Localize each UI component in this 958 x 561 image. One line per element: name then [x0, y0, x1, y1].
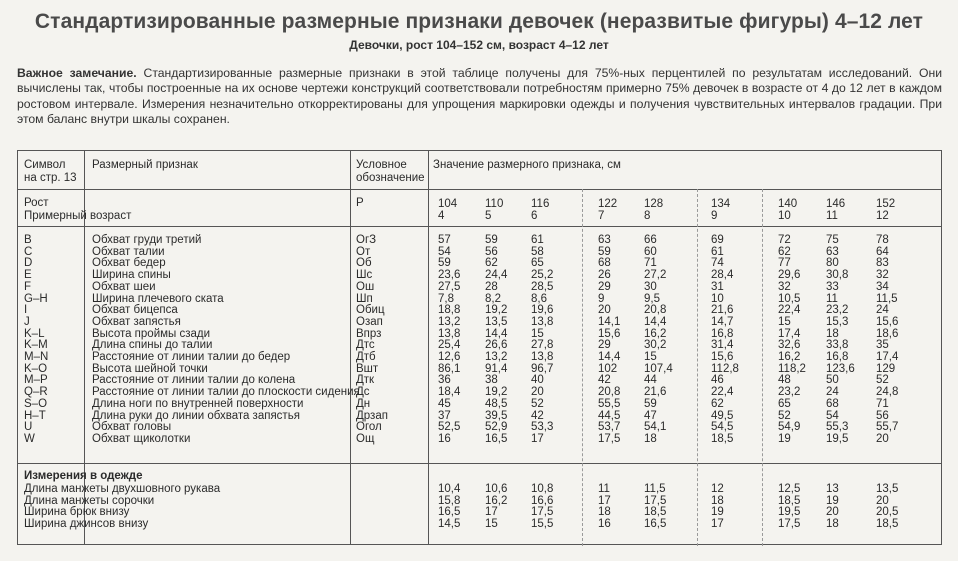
row-value: 24	[826, 386, 839, 399]
row-value: 61	[531, 234, 544, 246]
row-value: 22,4	[711, 386, 734, 399]
row-value: 58	[531, 245, 544, 258]
row-value: 23,2	[826, 304, 849, 317]
garment-row-value: 17,5	[531, 506, 554, 519]
row-symbol: U	[24, 421, 33, 434]
col-divider	[350, 151, 351, 544]
row-value: 33	[826, 280, 839, 293]
row-value: 78	[876, 234, 889, 246]
row-value: 54,9	[778, 421, 801, 434]
height-row-label: Рост Примерный возраст	[24, 197, 132, 222]
garment-row-value: 11	[598, 483, 610, 495]
row-value: 20,8	[644, 304, 667, 317]
row-symbol: C	[24, 245, 33, 258]
row-value: 91,4	[485, 362, 508, 375]
important-note	[17, 66, 942, 128]
header-designation: Условное обозначение	[356, 159, 425, 184]
garment-row-value: 13	[826, 483, 839, 495]
row-value: 30,8	[826, 269, 849, 282]
garment-row-value: 20	[876, 494, 889, 507]
row-value: 23,2	[778, 386, 801, 399]
garment-row-value: 10,8	[531, 483, 554, 495]
row-value: 16,8	[826, 351, 849, 363]
row-value: 18,8	[438, 304, 461, 317]
row-value: 19,2	[485, 304, 508, 317]
row-value: 19,2	[485, 386, 508, 399]
row-value: 54,5	[711, 421, 734, 434]
row-value: 123,6	[826, 362, 855, 375]
row-feature-name: Обхват щиколотки	[92, 432, 191, 445]
row-code: Озап	[356, 315, 383, 328]
row-value: 37	[438, 409, 451, 422]
row-feature-name: Обхват головы	[92, 421, 172, 434]
garment-row-value: 12	[711, 483, 724, 495]
row-value: 8,2	[485, 292, 501, 305]
row-value: 20	[598, 304, 611, 317]
row-feature-name: Высота проймы сзади	[92, 327, 211, 340]
height-value: 140	[778, 198, 798, 210]
row-symbol: M–P	[24, 374, 48, 387]
row-value: 118,2	[778, 362, 806, 375]
row-value: 29	[598, 280, 611, 293]
garment-row-value: 18	[598, 506, 611, 519]
row-value: 33,8	[826, 339, 849, 352]
height-value: 104	[438, 198, 458, 210]
value-col-divider	[697, 189, 698, 546]
row-value: 64	[876, 245, 889, 258]
row-value: 54	[826, 409, 839, 422]
row-value: 49,5	[711, 409, 734, 422]
row-value: 15	[644, 351, 657, 363]
row-value: 20	[531, 386, 544, 399]
row-value: 74	[711, 257, 724, 270]
row-value: 27,2	[644, 269, 667, 282]
row-feature-name: Обхват бедер	[92, 257, 166, 270]
row-value: 13,2	[438, 315, 461, 328]
row-value: 17,4	[876, 351, 899, 363]
row-value: 36	[438, 374, 451, 387]
row-value: 32	[876, 269, 889, 282]
row-value: 28,5	[531, 280, 554, 293]
garment-row-value: 19,5	[778, 506, 801, 519]
row-value: 21,6	[711, 304, 734, 317]
row-value: 7,8	[438, 292, 454, 305]
age-value: 8	[644, 210, 651, 222]
height-value: 116	[531, 198, 550, 210]
row-value: 26	[598, 269, 611, 282]
row-value: 59	[598, 245, 611, 258]
row-value: 18,6	[876, 327, 899, 340]
garment-row-value: 17	[598, 494, 611, 507]
row-feature-name: Ширина спины	[92, 269, 171, 282]
row-divider	[18, 189, 941, 190]
row-feature-name: Обхват талии	[92, 245, 165, 258]
row-value: 32,6	[778, 339, 801, 352]
garment-row-value: 15	[485, 518, 498, 531]
garment-row-value: 12,5	[778, 483, 801, 495]
row-value: 59	[485, 234, 498, 246]
row-value: 17,4	[778, 327, 801, 340]
row-value: 24	[876, 304, 889, 317]
row-value: 71	[876, 397, 889, 410]
row-value: 16,2	[778, 351, 801, 363]
row-value: 25,4	[438, 339, 461, 352]
row-value: 71	[644, 257, 657, 270]
row-symbol: B	[24, 234, 32, 246]
row-value: 65	[778, 397, 791, 410]
row-value: 35	[876, 339, 889, 352]
row-value: 12,6	[438, 351, 461, 363]
row-value: 83	[876, 257, 889, 270]
row-value: 18,5	[711, 432, 734, 445]
garment-row-value: 18,5	[876, 518, 899, 531]
garment-row-name: Ширина джинсов внизу	[24, 518, 149, 531]
row-code: Ош	[356, 280, 375, 293]
row-value: 31,4	[711, 339, 734, 352]
measurements-table	[17, 150, 942, 545]
row-symbol: S–O	[24, 397, 48, 410]
row-value: 39,5	[485, 409, 508, 422]
row-value: 62	[485, 257, 498, 270]
row-value: 62	[778, 245, 791, 258]
row-value: 52	[778, 409, 791, 422]
row-value: 48	[778, 374, 791, 387]
age-value: 11	[826, 210, 838, 222]
garment-row-value: 15,8	[438, 494, 461, 507]
age-value: 5	[485, 210, 492, 222]
row-value: 10	[711, 292, 724, 305]
height-value: 110	[485, 198, 504, 210]
row-value: 15	[778, 315, 791, 328]
row-value: 9,5	[644, 292, 660, 305]
row-value: 38	[485, 374, 498, 387]
row-code: Вшт	[356, 362, 379, 375]
row-value: 29	[598, 339, 611, 352]
row-code: Огол	[356, 421, 382, 434]
garment-row-value: 11,5	[644, 483, 666, 495]
row-value: 8,6	[531, 292, 547, 305]
row-value: 16,2	[644, 327, 667, 340]
row-value: 65	[531, 257, 544, 270]
row-value: 30	[644, 280, 657, 293]
value-col-divider	[582, 189, 583, 546]
row-value: 14,7	[711, 315, 734, 328]
row-value: 11	[826, 292, 838, 305]
row-value: 62	[711, 397, 724, 410]
row-value: 24,8	[876, 386, 899, 399]
garment-row-value: 17,5	[644, 494, 667, 507]
row-value: 19,6	[531, 304, 554, 317]
garment-row-value: 10,4	[438, 483, 461, 495]
row-code: ОгЗ	[356, 234, 377, 246]
row-value: 13,8	[531, 351, 554, 363]
row-value: 27,8	[531, 339, 554, 352]
col-divider	[428, 151, 429, 544]
row-symbol: W	[24, 432, 35, 445]
row-value: 11,5	[876, 292, 898, 305]
row-value: 52,9	[485, 421, 508, 434]
row-value: 50	[826, 374, 839, 387]
row-value: 13,8	[531, 315, 554, 328]
garment-row-value: 16,5	[644, 518, 667, 531]
garment-row-value: 18,5	[644, 506, 667, 519]
row-value: 21,6	[644, 386, 667, 399]
row-symbol: F	[24, 280, 32, 293]
garment-row-value: 19	[826, 494, 839, 507]
row-feature-name: Ширина плечевого ската	[92, 292, 224, 305]
row-value: 112,8	[711, 362, 739, 375]
age-value: 6	[531, 210, 538, 222]
row-value: 55,5	[598, 397, 621, 410]
row-symbol: D	[24, 257, 33, 270]
row-value: 66	[644, 234, 657, 246]
height-value: 128	[644, 198, 664, 210]
row-value: 68	[826, 397, 839, 410]
row-value: 18,4	[438, 386, 461, 399]
row-value: 29,6	[778, 269, 801, 282]
row-value: 53,7	[598, 421, 621, 434]
row-value: 26,6	[485, 339, 508, 352]
row-symbol: H–T	[24, 409, 46, 422]
row-value: 52	[876, 374, 889, 387]
row-value: 55,3	[826, 421, 849, 434]
row-value: 47	[644, 409, 657, 422]
row-value: 52	[531, 397, 544, 410]
age-value: 7	[598, 210, 605, 222]
row-value: 19,5	[826, 432, 849, 445]
row-value: 23,6	[438, 269, 461, 282]
row-value: 53,3	[531, 421, 554, 434]
garment-row-value: 20,5	[876, 506, 899, 519]
row-feature-name: Обхват бицепса	[92, 304, 178, 317]
row-feature-name: Расстояние от линии талии до колена	[92, 374, 296, 387]
row-feature-name: Обхват шеи	[92, 280, 156, 293]
garment-row-value: 18	[711, 494, 724, 507]
row-value: 30,2	[644, 339, 667, 352]
garment-row-value: 17,5	[778, 518, 801, 531]
row-value: 46	[711, 374, 724, 387]
row-value: 14,4	[644, 315, 667, 328]
row-symbol: K–O	[24, 362, 48, 375]
row-value: 48,5	[485, 397, 508, 410]
row-value: 20,8	[598, 386, 621, 399]
garment-row-value: 20	[826, 506, 839, 519]
row-value: 68	[598, 257, 611, 270]
row-value: 42	[531, 409, 544, 422]
height-value: 122	[598, 198, 618, 210]
row-feature-name: Обхват груди третий	[92, 234, 202, 246]
row-value: 59	[644, 397, 657, 410]
row-symbol: K–L	[24, 327, 45, 340]
row-code: Дрзап	[356, 409, 388, 422]
row-value: 13,2	[485, 351, 508, 363]
row-feature-name: Обхват запястья	[92, 315, 181, 328]
row-divider	[18, 463, 941, 464]
row-value: 56	[485, 245, 498, 258]
row-symbol: K–M	[24, 339, 48, 352]
row-symbol: Q–R	[24, 386, 48, 399]
row-value: 61	[711, 245, 724, 258]
row-code: Дтк	[356, 374, 375, 387]
row-value: 24,4	[485, 269, 508, 282]
row-value: 22,4	[778, 304, 801, 317]
row-value: 14,4	[485, 327, 508, 340]
row-code: Впрз	[356, 327, 382, 340]
row-value: 13,8	[438, 327, 461, 340]
header-values: Значение размерного признака, см	[433, 159, 621, 171]
page-subtitle: Девочки, рост 104–152 см, возраст 4–12 лет	[349, 38, 609, 52]
age-value: 9	[711, 210, 718, 222]
row-value: 102	[598, 362, 618, 375]
age-value: 4	[438, 210, 445, 222]
height-value: 146	[826, 198, 846, 210]
row-feature-name: Длина руки до линии обхвата запястья	[92, 409, 300, 422]
row-symbol: I	[24, 304, 28, 317]
garment-row-value: 18	[826, 518, 839, 531]
row-value: 59	[438, 257, 451, 270]
garment-row-name: Ширина брюк внизу	[24, 506, 130, 519]
note-lead: Важное замечание.	[17, 66, 137, 80]
row-value: 18	[644, 432, 657, 445]
row-value: 60	[644, 245, 657, 258]
garment-row-value: 18,5	[778, 494, 801, 507]
row-value: 15,6	[711, 351, 734, 363]
row-code: Шс	[356, 269, 373, 282]
row-value: 69	[711, 234, 724, 246]
row-value: 40	[531, 374, 544, 387]
note-body: Стандартизированные размерные признаки в этой таблице получены для 75%-ных перцентилей по результатам исследований. Они вычислены так, чтобы построенные на их основе чертежи конструкций соответствовали потребностям примерно 75% девочек в возрасте от 4 до 12 лет в каждом ростовом интервале. Измерения незначительно откорректированы для упрощения маркировки одежды и получения чувствительных интервалов градации. При этом баланс внутри шкалы сохранен.	[17, 66, 943, 127]
row-code: Обиц	[356, 304, 385, 317]
row-value: 28,4	[711, 269, 734, 282]
row-value: 9	[598, 292, 605, 305]
row-value: 13,5	[485, 315, 508, 328]
row-code: Шп	[356, 292, 373, 305]
row-value: 42	[598, 374, 611, 387]
garment-row-name: Длина манжеты сорочки	[24, 494, 155, 507]
row-value: 15,6	[598, 327, 621, 340]
garment-row-value: 16,5	[438, 506, 461, 519]
row-value: 129	[876, 362, 896, 375]
row-value: 63	[598, 234, 611, 246]
row-value: 25,2	[531, 269, 554, 282]
row-value: 52,5	[438, 421, 461, 434]
garment-row-value: 15,5	[531, 518, 554, 531]
page-title: Стандартизированные размерные признаки девочек (неразвитые фигуры) 4–12 лет	[34, 10, 924, 33]
row-code: Дс	[356, 386, 370, 399]
row-value: 18	[826, 327, 839, 340]
row-value: 55,7	[876, 421, 899, 434]
row-value: 27,5	[438, 280, 461, 293]
row-value: 20	[876, 432, 889, 445]
row-value: 57	[438, 234, 451, 246]
row-feature-name: Длина спины до талии	[92, 339, 213, 352]
value-col-divider	[762, 189, 763, 546]
row-code: Ощ	[356, 432, 375, 445]
row-value: 32	[778, 280, 791, 293]
height-row-code: P	[356, 197, 364, 209]
row-symbol: M–N	[24, 351, 49, 363]
row-divider	[18, 226, 941, 227]
age-value: 10	[778, 210, 791, 222]
garment-row-value: 17	[711, 518, 724, 531]
row-value: 15	[531, 327, 544, 340]
row-value: 19	[778, 432, 791, 445]
garment-row-value: 13,5	[876, 483, 899, 495]
row-value: 75	[826, 234, 839, 246]
row-value: 72	[778, 234, 791, 246]
row-value: 17	[531, 432, 544, 445]
header-feature: Размерный признак	[92, 159, 198, 171]
garment-row-name: Длина манжеты двухшовного рукава	[24, 483, 221, 495]
row-value: 14,4	[598, 351, 621, 363]
row-value: 31	[711, 280, 724, 293]
row-code: Об	[356, 257, 372, 270]
row-feature-name: Расстояние от линии талии до плоскости сидения	[92, 386, 360, 399]
row-value: 86,1	[438, 362, 461, 375]
row-value: 15,3	[826, 315, 849, 328]
row-value: 28	[485, 280, 498, 293]
row-value: 16,5	[485, 432, 508, 445]
row-symbol: J	[24, 315, 30, 328]
row-value: 54,1	[644, 421, 667, 434]
row-value: 15,6	[876, 315, 899, 328]
age-value: 12	[876, 210, 889, 222]
row-value: 63	[826, 245, 839, 258]
row-value: 56	[876, 409, 889, 422]
row-symbol: G–H	[24, 292, 48, 305]
garment-section-title: Измерения в одежде	[24, 470, 143, 482]
row-value: 34	[876, 280, 889, 293]
row-value: 107,4	[644, 362, 673, 375]
row-value: 17,5	[598, 432, 621, 445]
row-value: 16	[438, 432, 451, 445]
row-code: Дн	[356, 397, 371, 410]
row-feature-name: Расстояние от линии талии до бедер	[92, 351, 291, 363]
row-value: 44,5	[598, 409, 621, 422]
row-symbol: E	[24, 269, 32, 282]
row-value: 16,8	[711, 327, 734, 340]
row-code: Дтс	[356, 339, 375, 352]
row-feature-name: Длина ноги по внутренней поверхности	[92, 397, 304, 410]
garment-row-value: 16,2	[485, 494, 508, 507]
garment-row-value: 19	[711, 506, 724, 519]
row-feature-name: Высота шейной точки	[92, 362, 208, 375]
height-value: 152	[876, 198, 896, 210]
row-value: 54	[438, 245, 451, 258]
garment-row-value: 17	[485, 506, 498, 519]
header-symbol: Символ на стр. 13	[24, 159, 77, 184]
height-value: 134	[711, 198, 731, 210]
row-value: 14,1	[598, 315, 621, 328]
garment-row-value: 16	[598, 518, 611, 531]
garment-row-value: 10,6	[485, 483, 508, 495]
row-code: Дтб	[356, 351, 376, 363]
row-value: 10,5	[778, 292, 801, 305]
garment-row-value: 16,6	[531, 494, 554, 507]
row-code: От	[356, 245, 371, 258]
garment-row-value: 14,5	[438, 518, 461, 531]
row-value: 45	[438, 397, 451, 410]
row-value: 96,7	[531, 362, 554, 375]
row-value: 80	[826, 257, 839, 270]
row-value: 77	[778, 257, 791, 270]
row-value: 44	[644, 374, 657, 387]
